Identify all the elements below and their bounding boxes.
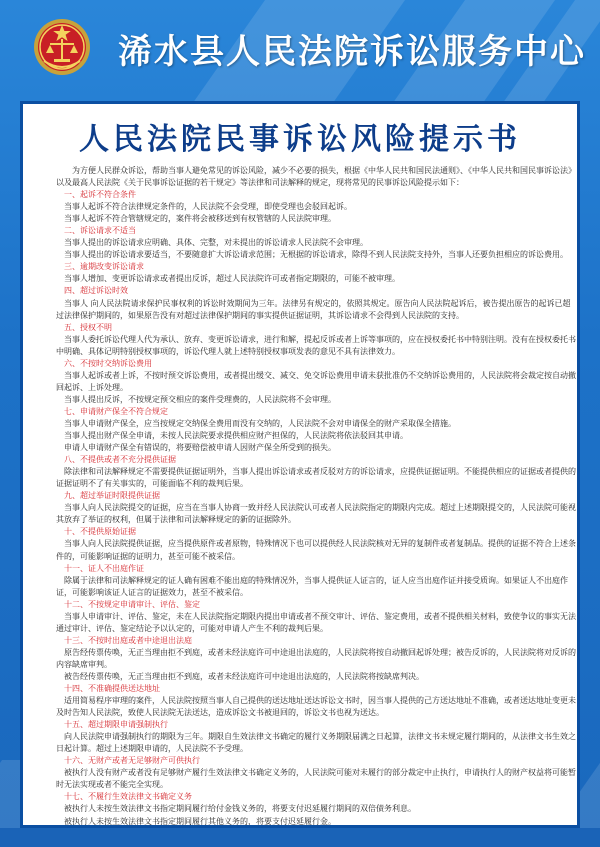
court-center-name: 浠水县人民法院诉讼服务中心 <box>118 32 586 72</box>
notice-intro: 为方便人民群众诉讼，帮助当事人避免常见的诉讼风险，减少不必要的损失，根据《中华人民共和国民法通则》、《中华人民共和国民事诉讼法》以及最高人民法院《关于民事诉讼证据的若干规定》等法律和司法解释的规定，现将常见的民事诉讼风险提示如下： <box>56 166 576 188</box>
section-paragraph: 被执行人未按生效法律文书指定期间履行其他义务的，将要支付迟延履行金。 <box>64 816 336 826</box>
section-heading: 十四、不准确提供送达地址 <box>64 684 160 694</box>
section-heading: 十五、超过期限申请强制执行 <box>64 720 168 730</box>
section-heading: 三、逾期改变诉讼请求 <box>64 262 144 272</box>
section-paragraph: 被告经传票传唤，无正当理由拒不到庭，或者未经法庭许可中途退出法庭的，人民法院将按缺席判决。 <box>64 671 424 681</box>
section-heading: 九、超过举证时限提供证据 <box>64 491 160 501</box>
section-paragraph: 当事人提出的诉讼请求要适当，不要随意扩大诉讼请求范围；无根据的诉讼请求，除得不到人民法院支持外，当事人还要负担相应的诉讼费用。 <box>64 250 568 260</box>
section-heading: 五、授权不明 <box>64 322 112 332</box>
section-heading: 一、起诉不符合条件 <box>64 190 136 200</box>
section-heading: 十二、不按规定申请审计、评估、鉴定 <box>64 599 200 609</box>
section-paragraph: 适用简易程序审理的案件，人民法院按照当事人自己提供的送达地址送达诉讼文书时，因当事人提供的己方送达地址不准确，或者送达地址变更未及时告知人民法院，致使人民法院无法送达，造成诉讼文书被退回的，诉讼文书也视为送达。 <box>56 696 576 718</box>
section-heading: 十六、无财产或者无足够财产可供执行 <box>64 756 200 766</box>
section-paragraph: 除法律和司法解释规定不需要提供证据证明外，当事人提出诉讼请求或者反驳对方的诉讼请求，应提供证据证明。不能提供相应的证据或者提供的证据证明不了有关事实的，可能面临不利的裁判后果。 <box>56 467 576 489</box>
section-paragraph: 被执行人未按生效法律文书指定期间履行给付金钱义务的，将要支付迟延履行期间的双倍债务利息。 <box>64 804 416 814</box>
section-paragraph: 当事人向人民法院提供证据，应当提供原件或者原物，特殊情况下也可以提供经人民法院核对无异的复制件或者复制品。提供的证据不符合上述条件的，可能影响证据的证明力，甚至可能不被采信。 <box>56 539 576 561</box>
section-heading: 八、不提供或者不充分提供证据 <box>64 455 176 465</box>
notice-body <box>56 165 576 828</box>
notice-title: 人民法院民事诉讼风险提示书 <box>79 122 521 157</box>
section-heading: 十一、证人不出庭作证 <box>64 563 144 573</box>
notice-panel <box>20 101 580 828</box>
section-heading: 十七、不履行生效法律文书确定义务 <box>64 792 192 802</box>
section-paragraph: 向人民法院申请强制执行的期限为三年。期限自生效法律文书确定的履行义务期限届满之日起算，法律文书未规定履行期间的，从法律文书生效之日起计算。超过上述期限申请的，人民法院不予受理。 <box>56 732 576 754</box>
section-paragraph: 原告经传票传唤，无正当理由拒不到庭，或者未经法庭许可中途退出法庭的，人民法院将按自动撤回起诉处理；被告反诉的，人民法院将对反诉的内容缺席审判。 <box>56 647 576 669</box>
section-heading: 二、诉讼请求不适当 <box>64 226 136 236</box>
section-paragraph: 申请人申请财产保全有错误的，将要赔偿被申请人因财产保全所受到的损失。 <box>64 443 336 453</box>
section-paragraph: 除属于法律和司法解释规定的证人确有困难不能出庭的特殊情况外，当事人提供证人证言的，证人应当出庭作证并接受质询。如果证人不出庭作证，可能影响该证人证言的证据效力，甚至不被采信。 <box>56 575 568 597</box>
section-paragraph: 被执行人没有财产或者没有足够财产履行生效法律文书确定义务的，人民法院可能对未履行的部分裁定中止执行，申请执行人的财产权益将可能暂时无法实现或者不能完全实现。 <box>56 768 576 790</box>
section-heading: 七、申请财产保全不符合规定 <box>64 406 168 416</box>
section-paragraph: 当事人申请财产保全，应当按规定交纳保全费用而没有交纳的，人民法院不会对申请保全的财产采取保全措施。 <box>64 418 456 428</box>
section-paragraph: 当事人起诉不符合管辖规定的，案件将会被移送到有权管辖的人民法院审理。 <box>64 214 336 224</box>
section-paragraph: 当事人起诉或者上诉，不按时预交诉讼费用，或者提出缓交、减交、免交诉讼费用申请未获批准仍不交纳诉讼费用的，人民法院将会裁定按自动撤回起诉、上诉处理。 <box>56 370 576 392</box>
section-paragraph: 当事人增加、变更诉讼请求或者提出反诉，超过人民法院许可或者指定期限的，可能不被审理。 <box>64 274 400 284</box>
court-emblem-icon <box>32 17 92 77</box>
section-paragraph: 当事人起诉不符合法律规定条件的，人民法院不会受理，即使受理也会驳回起诉。 <box>64 202 352 212</box>
section-heading: 十三、不按时出庭或者中途退出法庭 <box>64 635 192 645</box>
section-heading: 四、超过诉讼时效 <box>64 286 128 296</box>
section-paragraph: 当事人提出反诉，不按规定预交相应的案件受理费的，人民法院将不会审理。 <box>64 394 336 404</box>
section-paragraph: 当事人委托诉讼代理人代为承认、放弃、变更诉讼请求，进行和解，提起反诉或者上诉等事项的，应在授权委托书中特别注明。没有在授权委托书中明确、具体记明特别授权事项的，诉讼代理人就上述特别授权事项发表的意见不具有法律效力。 <box>56 334 576 356</box>
header <box>0 0 600 98</box>
section-paragraph: 当事人申请审计、评估、鉴定，未在人民法院指定期限内提出申请或者不预交审计、评估、鉴定费用，或者不提供相关材料，致使争议的事实无法通过审计、评估、鉴定结论予以认定的，可能对申请人产生不利的裁判后果。 <box>56 611 576 633</box>
footer-band <box>0 828 600 847</box>
section-paragraph: 当事人提出财产保全申请，未按人民法院要求提供相应财产担保的，人民法院将依法驳回其申请。 <box>64 431 408 441</box>
section-heading: 十、不提供原始证据 <box>64 527 136 537</box>
section-paragraph: 当事人向人民法院提交的证据，应当在当事人协商一致并经人民法院认可或者人民法院指定的期限内完成。超过上述期限提交的，人民法院可能视其放弃了举证的权利，但属于法律和司法解释规定的新的证据除外。 <box>56 503 576 525</box>
section-paragraph: 当事人 向人民法院请求保护民事权利的诉讼时效期间为三年。法律另有规定的，依照其规定。原告向人民法院起诉后，被告提出原告的起诉已超过法律保护期间的，如果原告没有对超过法律保护期间的事实提供证据证明，其诉讼请求不会得到人民法院的支持。 <box>56 298 571 320</box>
section-paragraph: 当事人提出的诉讼请求应明确、具体、完整，对未提出的诉讼请求人民法院不会审理。 <box>64 238 368 248</box>
section-heading: 六、不按时交纳诉讼费用 <box>64 358 152 368</box>
